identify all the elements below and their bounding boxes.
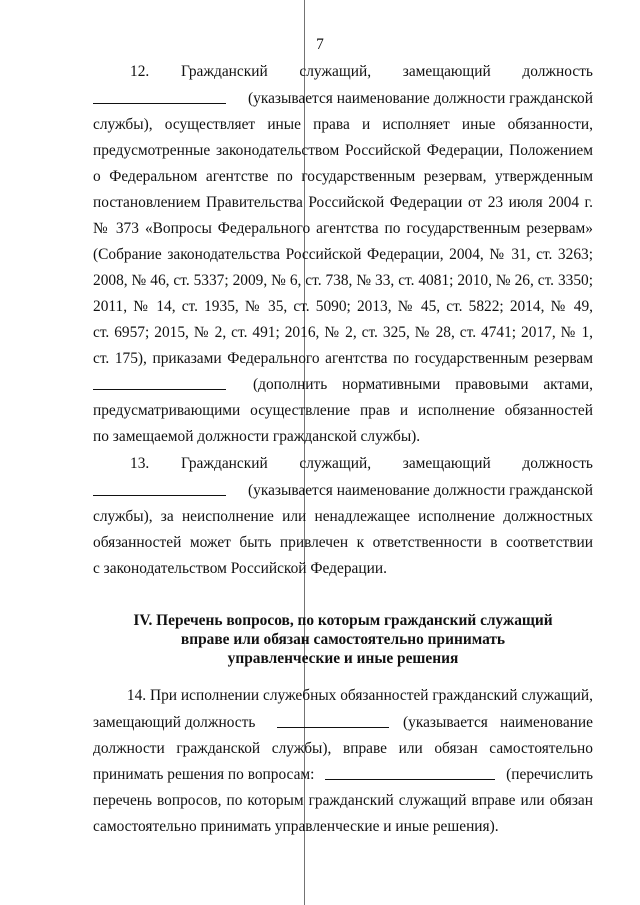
p12-line-14: предусматривающими осуществление прав и исполнение обязанностей (93, 402, 593, 419)
p12-line-11: ст. 6957; 2015, № 2, ст. 491; 2016, № 2, ст. 325, № 28, ст. 4741; 2017, № 1, (93, 324, 593, 341)
p12-line-15: по замещаемой должности гражданской службы). (93, 428, 421, 445)
p12-word-4: должность (522, 63, 593, 80)
fill-in-blank (277, 713, 389, 728)
p13-line-2 (93, 481, 593, 501)
p12-line-2-text: (указывается наименование должности гражданской (248, 90, 593, 107)
p12-word-1: Гражданский (180, 63, 268, 80)
p12-line-1 (93, 62, 593, 82)
p12-line-9: 2008, № 46, ст. 5337; 2009, № 6, ст. 738, № 33, ст. 4081; 2010, № 26, ст. 3350; (93, 272, 593, 289)
p12-line-13-text: (дополнить нормативными правовыми актами, (253, 376, 593, 393)
p14-line-4-b: (перечислить (506, 766, 593, 783)
fill-in-blank (93, 375, 226, 390)
p14-line-3: должности гражданской службы), вправе или обязан самостоятельно (93, 740, 593, 757)
page-number: 7 (316, 36, 324, 53)
p12-line-12: ст. 175), приказами Федерального агентства по государственным резервам (93, 350, 593, 367)
fill-in-blank (93, 481, 226, 496)
p13-line-3: службы), за неисполнение или ненадлежащее исполнение должностных (93, 508, 593, 525)
p13-word-1: Гражданский (180, 455, 268, 472)
p12-line-8: (Собрание законодательства Российской Федерации, 2004, № 31, ст. 3263; (93, 246, 593, 263)
p12-line-4: предусмотренные законодательством Российской Федерации, Положением (93, 142, 593, 159)
p13-number: 13. (130, 455, 150, 472)
p14-line-4-a: принимать решения по вопросам: (93, 766, 315, 783)
p12-line-7: № 373 «Вопросы Федерального агентства по государственным резервам» (93, 220, 593, 237)
p13-line-4: обязанностей может быть привлечен к ответственности в соответствии (93, 534, 593, 551)
p12-word-2: служащий, (299, 63, 372, 80)
p13-word-4: должность (522, 455, 593, 472)
p14-line-6: самостоятельно принимать управленческие и иные решения). (93, 818, 499, 835)
p14-line-1: 14. При исполнении служебных обязанностей гражданский служащий, (126, 687, 593, 704)
fill-in-blank (93, 89, 226, 104)
p13-line-2-text: (указывается наименование должности гражданской (248, 482, 593, 499)
p14-line-5: перечень вопросов, по которым гражданский служащий вправе или обязан (93, 792, 593, 809)
p12-line-5: о Федеральном агентстве по государственным резервам, утвержденным (93, 168, 593, 185)
p12-line-13 (93, 375, 593, 395)
fill-in-blank (325, 765, 495, 780)
section-heading-line-3: управленческие и иные решения (227, 650, 459, 667)
p12-number: 12. (130, 63, 150, 80)
p13-line-5: с законодательством Российской Федерации. (93, 560, 387, 577)
p12-line-10: 2011, № 14, ст. 1935, № 35, ст. 5090; 2013, № 45, ст. 5822; 2014, № 49, (93, 298, 593, 315)
p13-word-3: замещающий (402, 455, 491, 472)
p12-line-2 (93, 89, 593, 109)
p12-line-3: службы), осуществляет иные права и исполняет иные обязанности, (93, 116, 593, 133)
p14-line-2 (93, 713, 593, 733)
p14-line-2-a: замещающий должность (93, 714, 256, 731)
section-heading-line-1: IV. Перечень вопросов, по которым гражданский служащий (133, 612, 553, 629)
p13-line-1 (93, 454, 593, 474)
p13-word-2: служащий, (299, 455, 372, 472)
p14-line-2-b: (указывается наименование (403, 714, 593, 731)
section-heading-line-2: вправе или обязан самостоятельно принимать (180, 631, 506, 648)
p14-line-4 (93, 765, 593, 785)
p12-word-3: замещающий (402, 63, 491, 80)
p12-line-6: постановлением Правительства Российской Федерации от 23 июля 2004 г. (93, 194, 593, 211)
